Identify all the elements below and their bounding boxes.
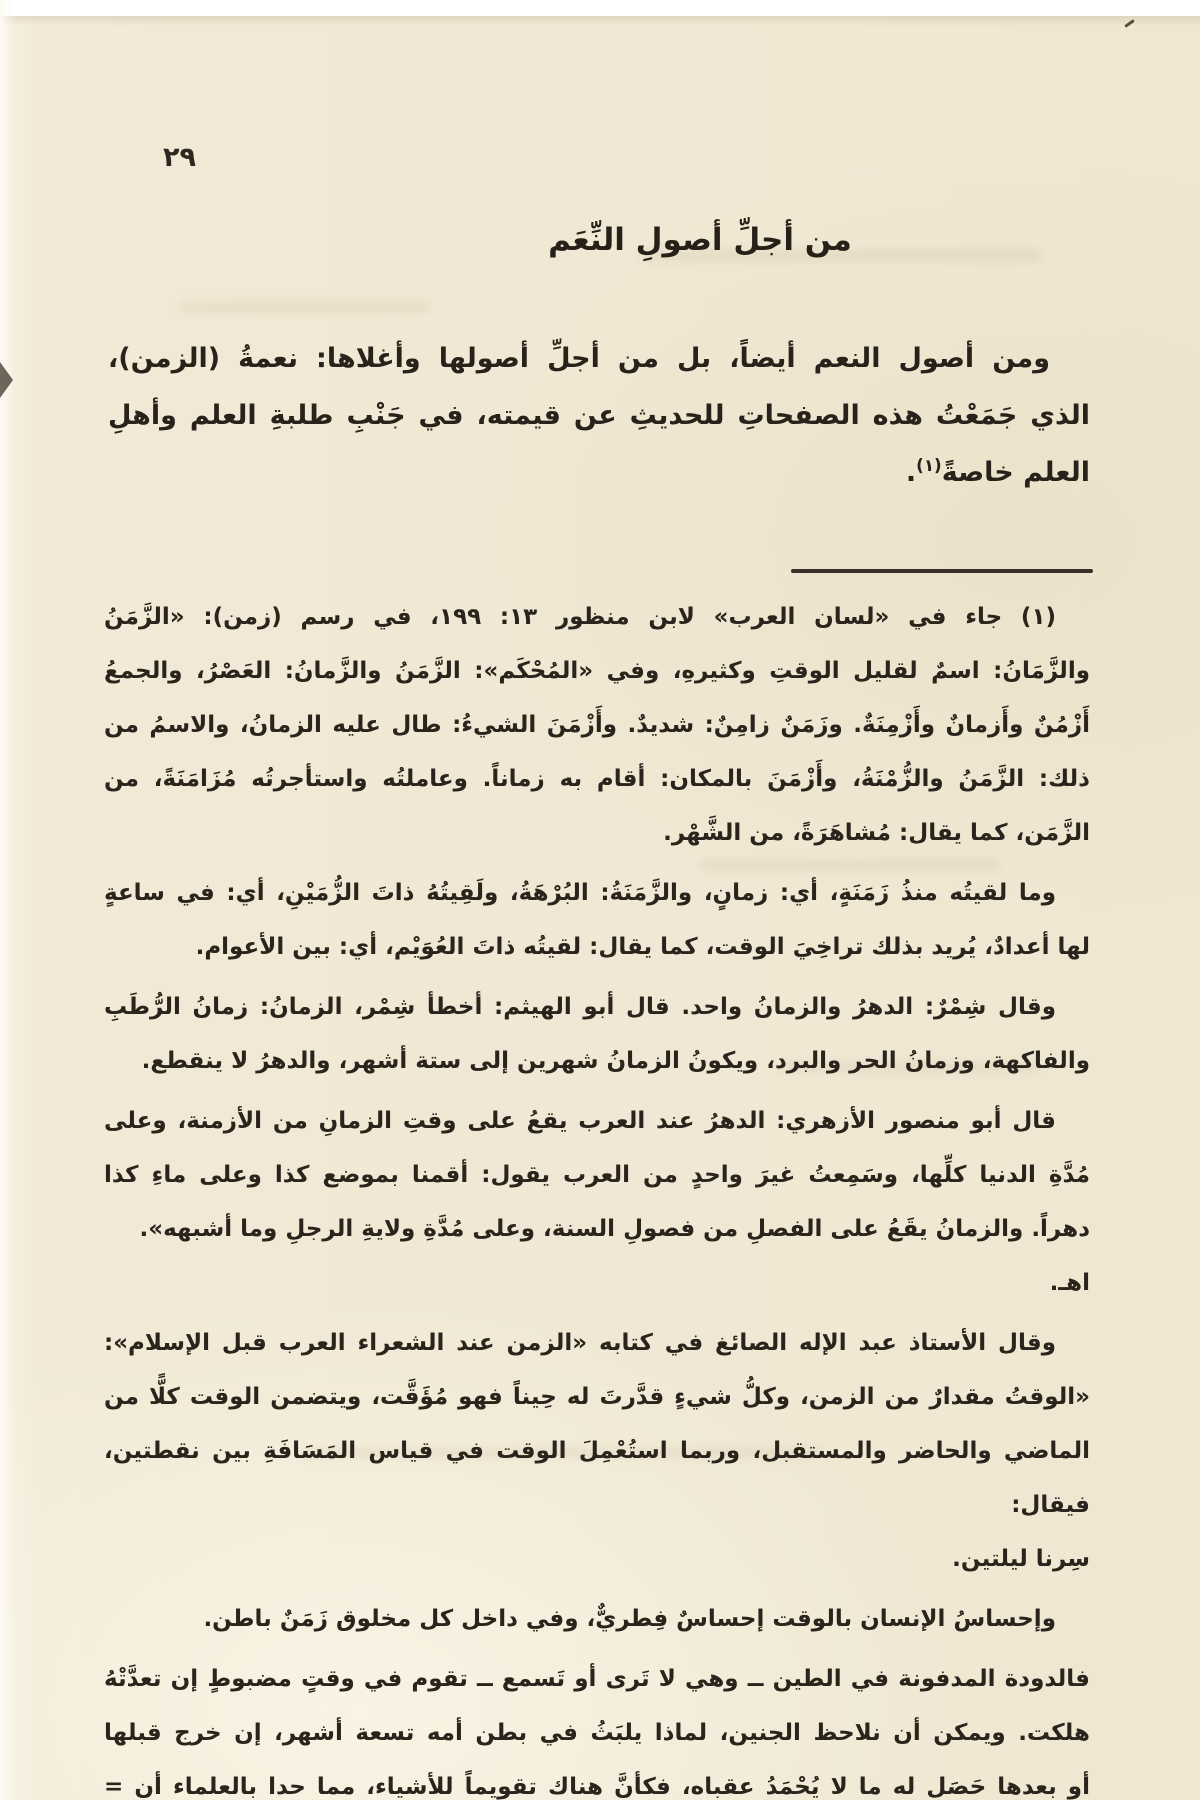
footnote-line: وقال الأستاذ عبد الإله الصائغ في كتابه «الزمن عند الشعراء العرب قبل الإسلام»:	[104, 1330, 1056, 1356]
show-through-smudge	[180, 302, 430, 312]
footnote-line: لها أعدادٌ، يُريد بذلك تراخِيَ الوقت، كما يقال: لقيتُه ذاتَ العُوَيْم، أي: بين الأعوام.	[195, 934, 1090, 960]
body-line-text: العلم خاصةً	[941, 457, 1090, 488]
footnote-separator-rule	[791, 569, 1093, 573]
footnote-line: فالدودة المدفونة في الطين ــ وهي لا تَرى أو تَسمع ــ تقوم في وقتٍ مضبوطٍ إن تعدَّتْهُ	[104, 1666, 1090, 1692]
footnote-line: والزَّمَانُ: اسمٌ لقليل الوقتِ وكثيرهِ، وفي «المُحْكَم»: الزَّمَنُ والزَّمانُ: العَصْرُ، والجمعُ	[104, 658, 1090, 684]
footnote-line: وقال شِمْرٌ: الدهرُ والزمانُ واحد. قال أبو الهيثم: أخطأ شِمْر، الزمانُ: زمانُ الرُّطَبِ	[104, 994, 1056, 1020]
body-line: الذي جَمَعْتُ هذه الصفحاتِ للحديثِ عن قيمته، في جَنْبِ طلبةِ العلم وأهلِ	[108, 400, 1090, 431]
scanner-edge-top	[0, 0, 1200, 16]
footnote-line: قال أبو منصور الأزهري: الدهرُ عند العرب يقعُ على وقتِ الزمانِ من الأزمنة، وعلى	[104, 1108, 1056, 1134]
page-number: ٢٩	[163, 142, 196, 173]
footnote-reference-marker: (١)	[916, 455, 942, 475]
chapter-title: من أجلِّ أصولِ النِّعَم	[548, 222, 852, 258]
footnote-line: وإحساسُ الإنسان بالوقت إحساسٌ فِطريٌّ، وفي داخل كل مخلوق زَمَنٌ باطن.	[203, 1606, 1056, 1632]
body-line: ومن أصول النعم أيضاً، بل من أجلِّ أصولها وأغلاها: نعمةُ (الزمن)،	[108, 343, 1050, 374]
footnote-line: أَزْمُنٌ وأَزمانٌ وأَزْمِنَةٌ. وزَمَنٌ زامِنٌ: شديدٌ. وأَزْمَنَ الشيءُ: طال عليه الزمانُ، والاسمُ من	[104, 712, 1090, 738]
footnote-line: الزَّمَن، كما يقال: مُشاهَرَةً، من الشَّهْر.	[663, 820, 1090, 846]
footnote-block	[104, 590, 1090, 1800]
page-top-shadow	[0, 16, 1200, 26]
left-edge-artifact	[0, 362, 13, 398]
footnote-line: (١) جاء في «لسان العرب» لابن منظور ١٣: ١٩٩، في رسم (زمن): «الزَّمَنُ	[104, 604, 1056, 630]
footnote-line: الماضي والحاضر والمستقبل، وربما استُعْمِلَ الوقت في قياس المَسَافَةِ بين نقطتين، فيقال:	[104, 1438, 1090, 1518]
footnote-line: ذلك: الزَّمَنُ والزُّمْنَةُ، وأَزْمَنَ بالمكان: أقام به زماناً. وعاملتُه واستأجرتُه مُزَامَنَةً، من	[104, 766, 1090, 792]
footnote-line: والفاكهة، وزمانُ الحر والبرد، ويكونُ الزمانُ شهرين إلى ستة أشهر، والدهرُ لا ينقطع.	[141, 1048, 1090, 1074]
footnote-line: دهراً. والزمانُ يقَعُ على الفصلِ من فصولِ السنة، وعلى مُدَّةِ ولايةِ الرجلِ وما أشبهه». اهـ.	[139, 1216, 1090, 1296]
footnote-line: هلكت. ويمكن أن نلاحظ الجنين، لماذا يلبَثُ في بطن أمه تسعة أشهر، إن خرج قبلها	[104, 1720, 1090, 1746]
footnote-line: مُدَّةِ الدنيا كلِّها، وسَمِعتُ غيرَ واحدٍ من العرب يقول: أقمنا بموضع كذا وعلى ماءِ كذا	[104, 1162, 1090, 1188]
footnote-line: سِرنا ليلتين.	[952, 1546, 1090, 1572]
page-left-edge	[0, 0, 14, 1800]
sentence-period: .	[905, 457, 917, 488]
body-paragraph	[108, 330, 1090, 501]
body-line	[108, 444, 1090, 501]
footnote-line: أو بعدها حَصَل له ما لا يُحْمَدُ عقباه، فكأنَّ هناك تقويماً للأشياء، مما حدا بالعلماء أن =	[104, 1774, 1090, 1800]
footnote-line: وما لقيتُه منذُ زَمَنَةٍ، أي: زمانٍ، والزَّمَنَةُ: البُرْهَةُ، ولَقِيتُهُ ذاتَ الزُّمَيْنِ، أي: في ساعةٍ	[104, 880, 1056, 906]
footnote-line: «الوقتُ مقدارٌ من الزمن، وكلُّ شيءٍ قدَّرتَ له حِيناً فهو مُؤَقَّت، ويتضمن الوقت كلًّا من	[104, 1384, 1090, 1410]
